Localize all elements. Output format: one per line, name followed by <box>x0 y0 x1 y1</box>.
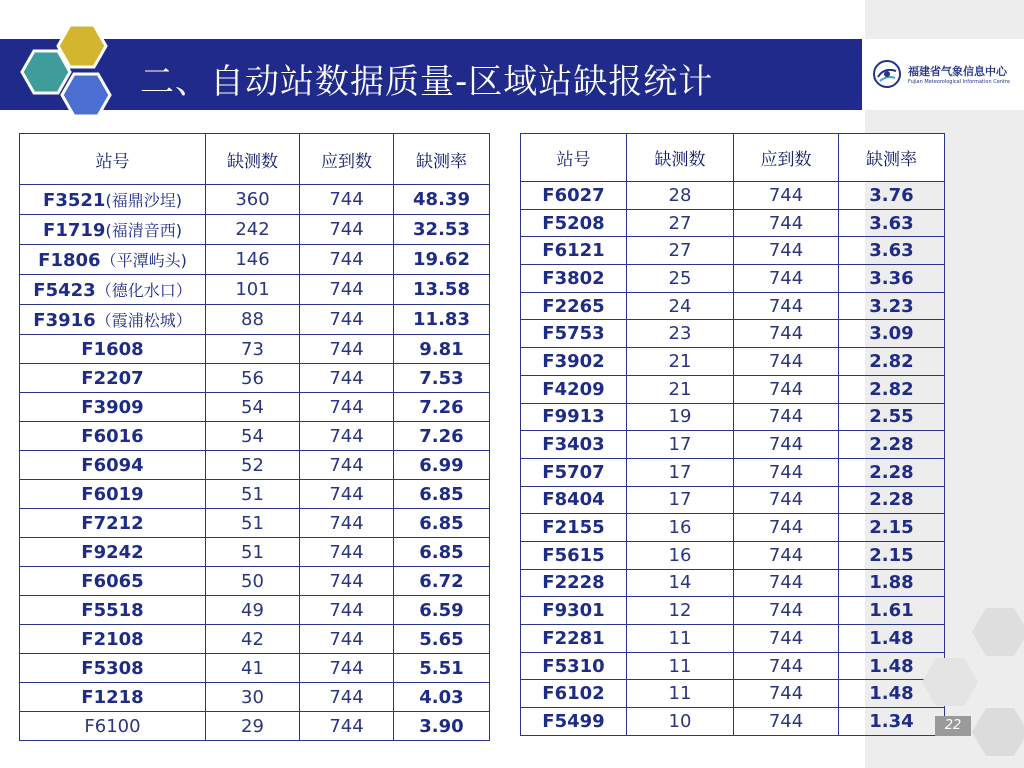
table-row <box>20 275 490 305</box>
table-row <box>521 514 945 542</box>
station-code: F7212 <box>81 512 144 534</box>
missing-rate-cell: 1.48 <box>839 625 945 653</box>
missing-count-cell: 88 <box>206 305 300 335</box>
station-location: (福清音西) <box>105 221 182 240</box>
missing-count-cell: 11 <box>627 680 734 708</box>
header-expected: 应到数 <box>300 134 394 185</box>
table-row <box>521 292 945 320</box>
station-location: （霞浦松城） <box>95 311 192 330</box>
missing-rate-cell: 3.76 <box>839 182 945 210</box>
decorative-hexagons <box>914 598 1024 768</box>
missing-rate-cell: 1.34 <box>839 708 945 736</box>
table-row <box>521 458 945 486</box>
missing-count-cell: 54 <box>206 422 300 451</box>
missing-count-cell: 16 <box>627 514 734 542</box>
expected-count-cell: 744 <box>734 431 839 459</box>
expected-count-cell: 744 <box>300 245 394 275</box>
expected-count-cell: 744 <box>734 652 839 680</box>
table-row <box>521 431 945 459</box>
missing-rate-cell: 48.39 <box>394 185 490 215</box>
station-code-cell: F5615 <box>521 541 627 569</box>
missing-rate-cell: 7.26 <box>394 393 490 422</box>
table-row <box>20 335 490 364</box>
table-row <box>521 652 945 680</box>
missing-rate-cell: 32.53 <box>394 215 490 245</box>
missing-rate-cell: 1.48 <box>839 652 945 680</box>
missing-count-cell: 101 <box>206 275 300 305</box>
gold-hexagon <box>58 25 106 67</box>
missing-rate-cell: 2.28 <box>839 458 945 486</box>
missing-count-cell: 30 <box>206 683 300 712</box>
missing-count-cell: 27 <box>627 209 734 237</box>
station-cell <box>20 393 206 422</box>
station-cell <box>20 538 206 567</box>
missing-count-cell: 23 <box>627 320 734 348</box>
missing-count-cell: 242 <box>206 215 300 245</box>
missing-count-cell: 16 <box>627 541 734 569</box>
station-code-cell: F8404 <box>521 486 627 514</box>
missing-rate-cell: 6.59 <box>394 596 490 625</box>
hexagon-cluster-logo <box>14 24 124 119</box>
missing-rate-cell: 3.36 <box>839 265 945 293</box>
header-station: 站号 <box>20 134 206 185</box>
missing-rate-cell: 9.81 <box>394 335 490 364</box>
station-code: F1608 <box>81 338 144 360</box>
station-cell <box>20 422 206 451</box>
station-code: F6016 <box>81 425 144 447</box>
table-row <box>521 597 945 625</box>
expected-count-cell: 744 <box>300 215 394 245</box>
station-cell <box>20 364 206 393</box>
expected-count-cell: 744 <box>734 348 839 376</box>
table-row <box>20 712 490 741</box>
table-row <box>521 541 945 569</box>
missing-rate-cell: 6.99 <box>394 451 490 480</box>
table-header-row <box>20 134 490 185</box>
table-row <box>521 320 945 348</box>
station-cell <box>20 480 206 509</box>
station-cell <box>20 245 206 275</box>
table-row <box>521 708 945 736</box>
expected-count-cell: 744 <box>734 514 839 542</box>
expected-count-cell: 744 <box>734 597 839 625</box>
missing-count-cell: 28 <box>627 182 734 210</box>
missing-rate-cell: 6.85 <box>394 538 490 567</box>
station-code-cell: F4209 <box>521 375 627 403</box>
station-code-cell: F2155 <box>521 514 627 542</box>
table-row <box>20 215 490 245</box>
missing-count-cell: 146 <box>206 245 300 275</box>
table-row <box>20 596 490 625</box>
station-code-cell: F6027 <box>521 182 627 210</box>
station-code-cell: F5310 <box>521 652 627 680</box>
table-row <box>521 625 945 653</box>
station-code-cell: F3802 <box>521 265 627 293</box>
table-header-row <box>521 134 945 182</box>
expected-count-cell: 744 <box>300 305 394 335</box>
expected-count-cell: 744 <box>734 625 839 653</box>
org-logo <box>862 39 1024 110</box>
station-code-cell: F3902 <box>521 348 627 376</box>
header-station: 站号 <box>521 134 627 182</box>
missing-count-cell: 21 <box>627 348 734 376</box>
table-row <box>521 265 945 293</box>
table-row <box>521 182 945 210</box>
station-cell <box>20 712 206 741</box>
station-cell <box>20 567 206 596</box>
missing-count-cell: 49 <box>206 596 300 625</box>
missing-count-cell: 17 <box>627 486 734 514</box>
station-cell <box>20 335 206 364</box>
station-code: F1218 <box>81 686 144 708</box>
left-station-table <box>19 133 490 741</box>
missing-count-cell: 54 <box>206 393 300 422</box>
missing-rate-cell: 2.55 <box>839 403 945 431</box>
expected-count-cell: 744 <box>300 451 394 480</box>
expected-count-cell: 744 <box>734 458 839 486</box>
right-station-table <box>520 133 945 736</box>
station-cell <box>20 654 206 683</box>
missing-count-cell: 50 <box>206 567 300 596</box>
expected-count-cell: 744 <box>734 403 839 431</box>
table-row <box>521 403 945 431</box>
missing-count-cell: 73 <box>206 335 300 364</box>
missing-rate-cell: 1.48 <box>839 680 945 708</box>
missing-rate-cell: 6.72 <box>394 567 490 596</box>
missing-count-cell: 21 <box>627 375 734 403</box>
missing-count-cell: 10 <box>627 708 734 736</box>
station-code: F3916 <box>33 310 96 331</box>
missing-rate-cell: 7.53 <box>394 364 490 393</box>
station-code: F6100 <box>84 715 141 737</box>
missing-count-cell: 25 <box>627 265 734 293</box>
station-location: (福鼎沙埕) <box>105 191 182 210</box>
expected-count-cell: 744 <box>300 480 394 509</box>
missing-rate-cell: 3.63 <box>839 237 945 265</box>
station-code-cell: F5499 <box>521 708 627 736</box>
station-code-cell: F9301 <box>521 597 627 625</box>
missing-rate-cell: 6.85 <box>394 509 490 538</box>
station-cell <box>20 305 206 335</box>
expected-count-cell: 744 <box>300 275 394 305</box>
table-row <box>20 683 490 712</box>
missing-rate-cell: 6.85 <box>394 480 490 509</box>
header-missing: 缺测数 <box>627 134 734 182</box>
table-row <box>20 185 490 215</box>
expected-count-cell: 744 <box>734 541 839 569</box>
expected-count-cell: 744 <box>300 185 394 215</box>
station-code-cell: F9913 <box>521 403 627 431</box>
station-cell <box>20 215 206 245</box>
expected-count-cell: 744 <box>734 680 839 708</box>
missing-rate-cell: 5.65 <box>394 625 490 654</box>
slide-title: 二、自动站数据质量-区域站缺报统计 <box>140 62 714 102</box>
station-code-cell: F2265 <box>521 292 627 320</box>
missing-count-cell: 14 <box>627 569 734 597</box>
missing-rate-cell: 3.63 <box>839 209 945 237</box>
station-cell <box>20 451 206 480</box>
station-code: F3909 <box>81 396 144 418</box>
expected-count-cell: 744 <box>734 182 839 210</box>
expected-count-cell: 744 <box>734 292 839 320</box>
expected-count-cell: 744 <box>300 712 394 741</box>
missing-count-cell: 11 <box>627 625 734 653</box>
missing-rate-cell: 2.28 <box>839 486 945 514</box>
page-number: 22 <box>935 716 971 736</box>
missing-count-cell: 19 <box>627 403 734 431</box>
missing-count-cell: 52 <box>206 451 300 480</box>
expected-count-cell: 744 <box>300 625 394 654</box>
missing-rate-cell: 1.88 <box>839 569 945 597</box>
missing-rate-cell: 1.61 <box>839 597 945 625</box>
table-row <box>521 680 945 708</box>
station-code-cell: F5753 <box>521 320 627 348</box>
missing-count-cell: 27 <box>627 237 734 265</box>
missing-rate-cell: 2.15 <box>839 541 945 569</box>
station-code-cell: F2281 <box>521 625 627 653</box>
missing-rate-cell: 2.82 <box>839 348 945 376</box>
expected-count-cell: 744 <box>300 654 394 683</box>
station-code-cell: F6121 <box>521 237 627 265</box>
table-row <box>521 375 945 403</box>
table-row <box>20 480 490 509</box>
table-row <box>20 422 490 451</box>
table-row <box>20 538 490 567</box>
expected-count-cell: 744 <box>300 596 394 625</box>
header-missing: 缺测数 <box>206 134 300 185</box>
missing-count-cell: 51 <box>206 509 300 538</box>
missing-rate-cell: 5.51 <box>394 654 490 683</box>
station-cell <box>20 596 206 625</box>
station-code: F5308 <box>81 657 144 679</box>
missing-rate-cell: 13.58 <box>394 275 490 305</box>
expected-count-cell: 744 <box>300 393 394 422</box>
station-location: （平潭屿头) <box>100 251 187 270</box>
table-row <box>20 364 490 393</box>
expected-count-cell: 744 <box>734 320 839 348</box>
station-code: F5423 <box>33 280 96 301</box>
station-code-cell: F6102 <box>521 680 627 708</box>
header-expected: 应到数 <box>734 134 839 182</box>
station-code-cell: F5707 <box>521 458 627 486</box>
table-row <box>521 209 945 237</box>
missing-rate-cell: 3.09 <box>839 320 945 348</box>
missing-count-cell: 41 <box>206 654 300 683</box>
missing-count-cell: 360 <box>206 185 300 215</box>
expected-count-cell: 744 <box>734 265 839 293</box>
station-code-cell: F5208 <box>521 209 627 237</box>
expected-count-cell: 744 <box>734 486 839 514</box>
blue-hexagon <box>62 74 110 116</box>
table-row <box>20 509 490 538</box>
expected-count-cell: 744 <box>300 538 394 567</box>
expected-count-cell: 744 <box>300 567 394 596</box>
missing-count-cell: 56 <box>206 364 300 393</box>
station-code: F1719 <box>43 220 106 241</box>
missing-rate-cell: 7.26 <box>394 422 490 451</box>
header-rate: 缺测率 <box>394 134 490 185</box>
station-code: F6065 <box>81 570 144 592</box>
missing-count-cell: 17 <box>627 458 734 486</box>
missing-count-cell: 11 <box>627 652 734 680</box>
station-code: F2207 <box>81 367 144 389</box>
expected-count-cell: 744 <box>734 237 839 265</box>
header-rate: 缺测率 <box>839 134 945 182</box>
expected-count-cell: 744 <box>734 209 839 237</box>
missing-count-cell: 51 <box>206 538 300 567</box>
station-cell <box>20 683 206 712</box>
org-name-cn: 福建省气象信息中心 <box>908 65 1007 78</box>
table-row <box>20 625 490 654</box>
station-code: F6019 <box>81 483 144 505</box>
station-code-cell: F2228 <box>521 569 627 597</box>
missing-count-cell: 24 <box>627 292 734 320</box>
table-row <box>521 486 945 514</box>
table-row <box>20 567 490 596</box>
station-code-cell: F3403 <box>521 431 627 459</box>
station-code: F5518 <box>81 599 144 621</box>
station-cell <box>20 185 206 215</box>
missing-count-cell: 42 <box>206 625 300 654</box>
station-cell <box>20 275 206 305</box>
expected-count-cell: 744 <box>300 422 394 451</box>
station-code: F2108 <box>81 628 144 650</box>
expected-count-cell: 744 <box>734 708 839 736</box>
missing-rate-cell: 3.90 <box>394 712 490 741</box>
station-code: F6094 <box>81 454 144 476</box>
table-row <box>521 348 945 376</box>
expected-count-cell: 744 <box>300 364 394 393</box>
missing-rate-cell: 2.28 <box>839 431 945 459</box>
table-row <box>521 569 945 597</box>
table-row <box>20 451 490 480</box>
table-row <box>521 237 945 265</box>
missing-rate-cell: 4.03 <box>394 683 490 712</box>
missing-rate-cell: 3.23 <box>839 292 945 320</box>
missing-rate-cell: 11.83 <box>394 305 490 335</box>
table-row <box>20 393 490 422</box>
expected-count-cell: 744 <box>734 375 839 403</box>
table-row <box>20 654 490 683</box>
station-code: F9242 <box>81 541 144 563</box>
missing-rate-cell: 19.62 <box>394 245 490 275</box>
table-row <box>20 305 490 335</box>
weather-globe-icon <box>872 59 902 89</box>
missing-rate-cell: 2.15 <box>839 514 945 542</box>
expected-count-cell: 744 <box>300 335 394 364</box>
station-code: F3521 <box>43 190 106 211</box>
station-code: F1806 <box>38 250 101 271</box>
missing-count-cell: 17 <box>627 431 734 459</box>
expected-count-cell: 744 <box>734 569 839 597</box>
missing-count-cell: 12 <box>627 597 734 625</box>
expected-count-cell: 744 <box>300 683 394 712</box>
expected-count-cell: 744 <box>300 509 394 538</box>
missing-count-cell: 29 <box>206 712 300 741</box>
org-name-en: Fujian Meteorological Information Centre <box>908 79 1010 85</box>
missing-rate-cell: 2.82 <box>839 375 945 403</box>
station-location: （德化水口） <box>95 281 192 300</box>
table-row <box>20 245 490 275</box>
station-cell <box>20 509 206 538</box>
station-cell <box>20 625 206 654</box>
missing-count-cell: 51 <box>206 480 300 509</box>
